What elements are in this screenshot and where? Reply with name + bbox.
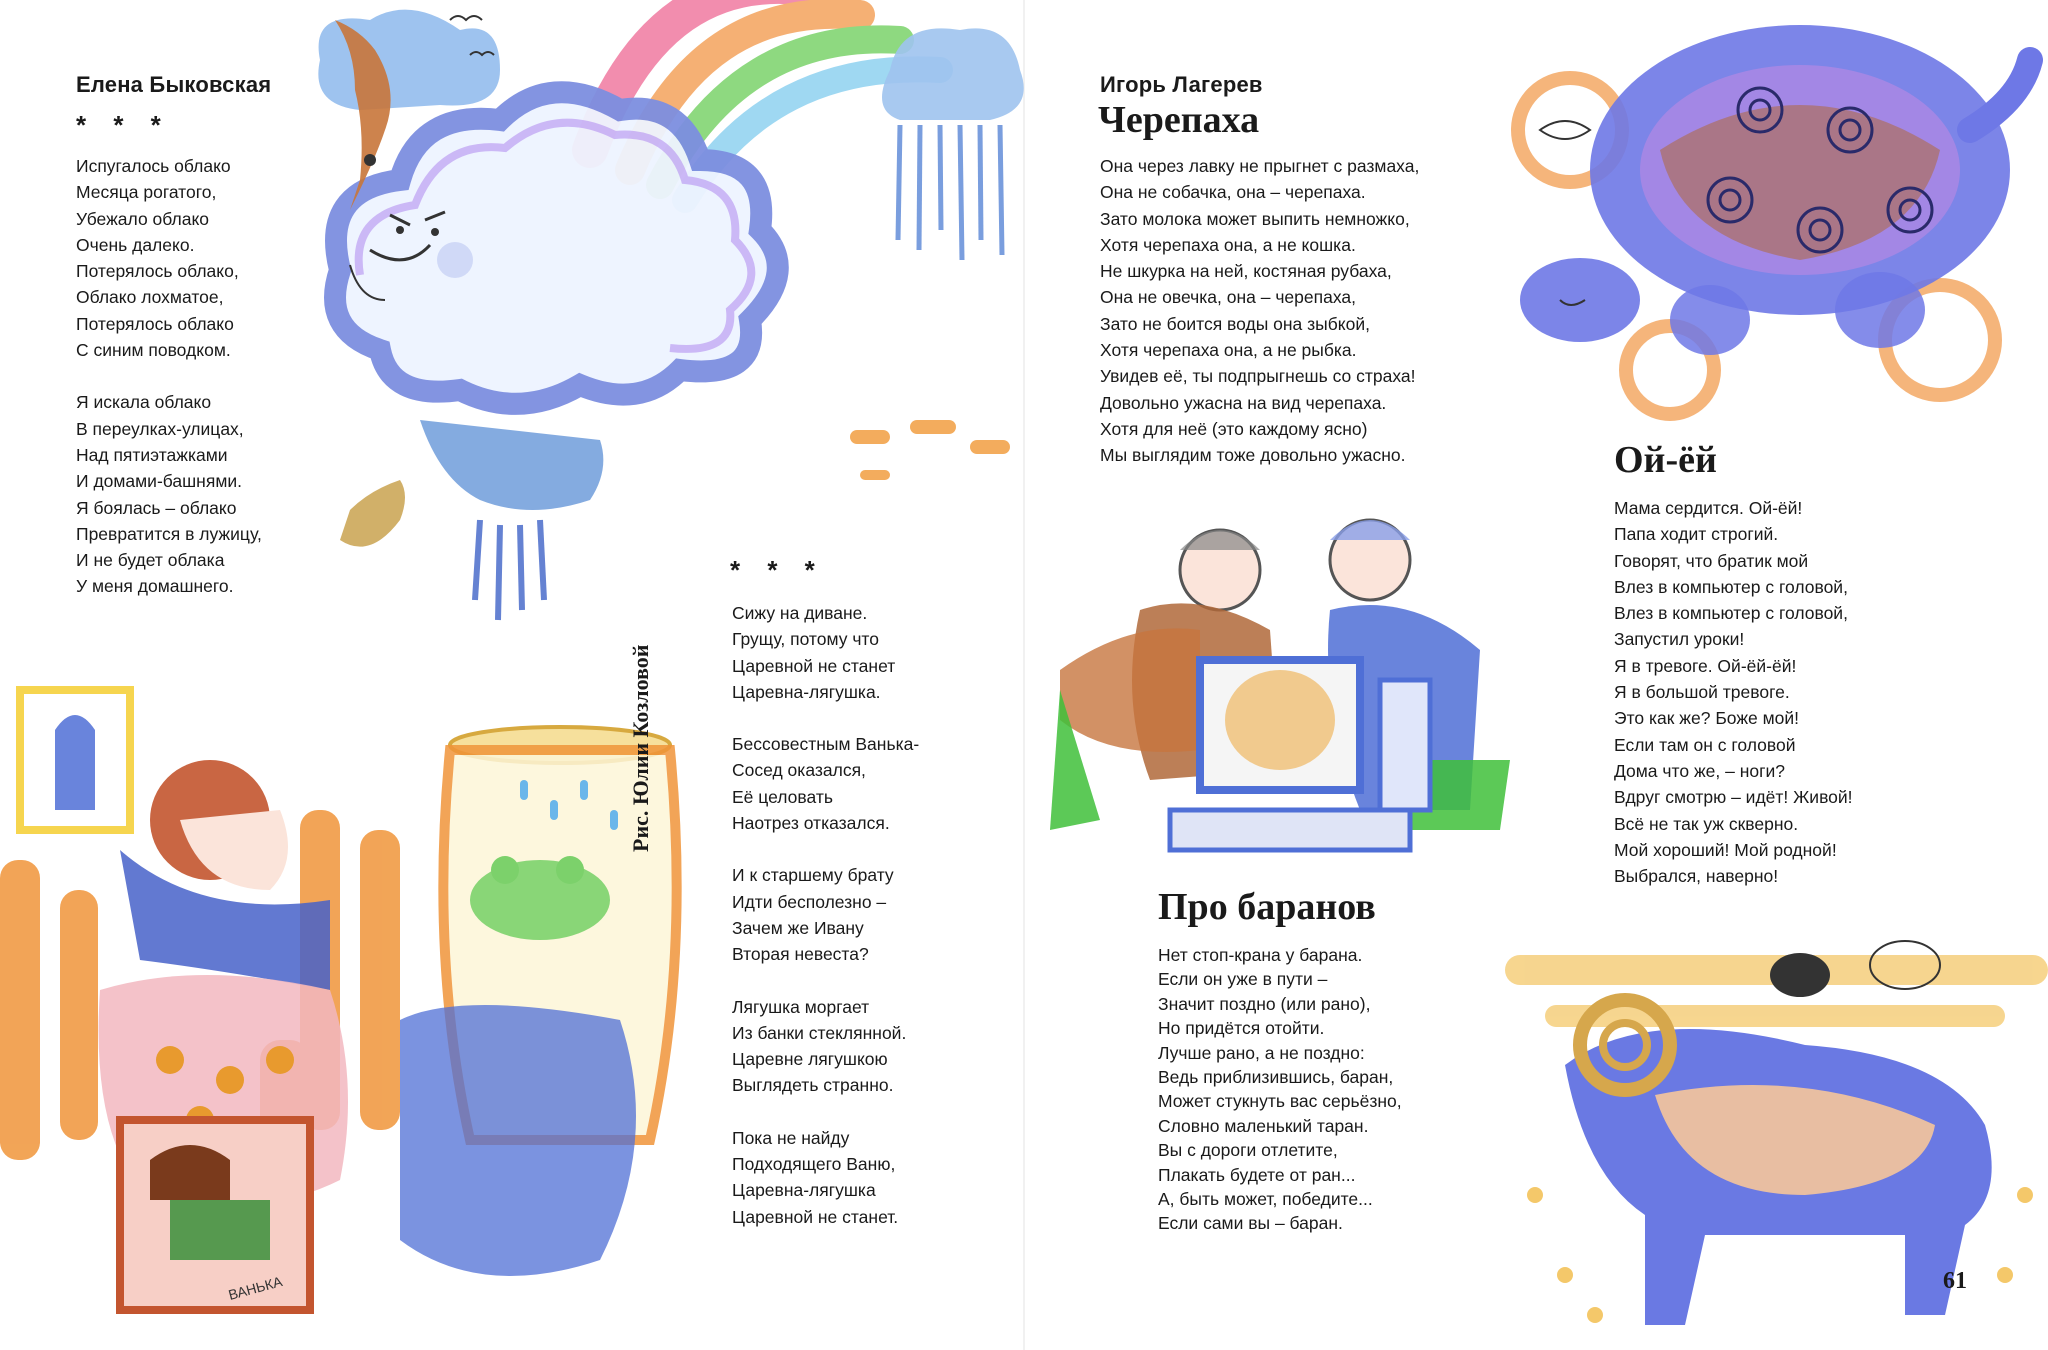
poem-line: Бессовестным Ванька-: [732, 734, 920, 755]
poem-line: Мы выглядим тоже довольно ужасно.: [1100, 445, 1406, 466]
poem-line: Запустил уроки!: [1614, 629, 1745, 650]
poem-line: Если он уже в пути –: [1158, 969, 1328, 990]
poem-line: Вы с дороги отлетите,: [1158, 1140, 1338, 1161]
poem-line: Не шкурка на ней, костяная рубаха,: [1100, 261, 1392, 282]
poem-line: У меня домашнего.: [76, 576, 234, 597]
poem-line: Вдруг смотрю – идёт! Живой!: [1614, 787, 1853, 808]
poem-line: Царевной не станет.: [732, 1206, 899, 1227]
poem-cloud: [76, 153, 262, 600]
poem-line: Царевне лягушкою: [732, 1049, 888, 1070]
poem-line: Дома что же, – ноги?: [1614, 760, 1785, 781]
poem-line: Зачем же Ивану: [732, 917, 864, 938]
poem-line: Зато не боится воды она зыбкой,: [1100, 313, 1370, 334]
girl-frog-illustration: [0, 660, 710, 1350]
poem-line: Выглядеть странно.: [732, 1075, 894, 1096]
cloud-rainbow-illustration: [300, 0, 1030, 640]
page-number: 61: [1943, 1268, 1967, 1294]
poem-line: Нет стоп-крана у барана.: [1158, 945, 1363, 965]
poem-line: Мой хороший! Мой родной!: [1614, 839, 1837, 860]
stars-separator-1: * * *: [76, 110, 171, 140]
poem-line: И не будет облака: [76, 550, 225, 571]
title-rams: Про баранов: [1158, 886, 1376, 928]
poem-line: Её целовать: [732, 786, 833, 807]
poem-line: Царевна-лягушка.: [732, 681, 881, 702]
poem-line: Влез в компьютер с головой,: [1614, 603, 1848, 624]
poem-line: Наотрез отказался.: [732, 813, 890, 834]
stars-separator-2: * * *: [730, 555, 825, 585]
poem-line: Может стукнуть вас серьёзно,: [1158, 1091, 1402, 1112]
poem-line: Испугалось облако: [76, 156, 231, 176]
stanza-gap: [732, 968, 919, 994]
poem-line: Грущу, потому что: [732, 629, 879, 650]
poem-line: Убежало облако: [76, 208, 210, 229]
poem-line: Вторая невеста?: [732, 944, 869, 965]
poem-line: Мама сердится. Ой-ёй!: [1614, 498, 1803, 518]
poem-turtle: [1100, 153, 1419, 469]
poem-line: Над пятиэтажками: [76, 444, 228, 465]
poem-line: А, быть может, победите...: [1158, 1189, 1373, 1210]
poem-line: Это как же? Боже мой!: [1614, 708, 1800, 729]
stanza-gap: [76, 363, 262, 389]
poem-line: Потерялось облако,: [76, 261, 239, 282]
poem-line: Она не собачка, она – черепаха.: [1100, 182, 1366, 203]
poem-oi: [1614, 495, 1853, 889]
poem-line: Очень далеко.: [76, 234, 195, 255]
poem-line: Словно маленький таран.: [1158, 1115, 1369, 1136]
poem-line: Если сами вы – баран.: [1158, 1213, 1343, 1234]
poem-line: Месяца рогатого,: [76, 182, 217, 203]
poem-line: Потерялось облако: [76, 313, 234, 334]
poem-line: В переулках-улицах,: [76, 418, 244, 439]
poem-line: Лучше рано, а не поздно:: [1158, 1042, 1365, 1063]
stanza-gap: [732, 836, 919, 862]
computer-illustration: [1030, 510, 1530, 875]
poem-line: Я искала облако: [76, 392, 212, 413]
poem-line: Если там он с головой: [1614, 734, 1796, 755]
poem-line: Но придётся отойти.: [1158, 1018, 1325, 1039]
poem-line: Идти бесполезно –: [732, 891, 887, 912]
poem-line: Зато молока может выпить немножко,: [1100, 208, 1410, 229]
turtle-illustration: [1500, 0, 2048, 440]
poem-line: Выбрался, наверно!: [1614, 866, 1779, 887]
poem-line: Говорят, что братик мой: [1614, 550, 1809, 571]
poem-rams: [1158, 943, 1402, 1236]
poem-line: Сижу на диване.: [732, 603, 868, 623]
poem-line: Сосед оказался,: [732, 760, 866, 781]
poem-line: Значит поздно (или рано),: [1158, 993, 1371, 1014]
poem-line: Увидев её, ты подпрыгнешь со страха!: [1100, 366, 1416, 387]
poem-frog: [732, 600, 919, 1230]
poem-line: Хотя черепаха она, а не рыбка.: [1100, 340, 1357, 361]
poem-line: Лягушка моргает: [732, 996, 870, 1017]
poem-line: Из банки стеклянной.: [732, 1022, 907, 1043]
stanza-gap: [732, 705, 919, 731]
poem-line: Подходящего Ваню,: [732, 1154, 896, 1175]
poem-line: Пока не найду: [732, 1127, 850, 1148]
stanza-gap: [732, 1099, 919, 1125]
poem-line: Папа ходит строгий.: [1614, 524, 1779, 545]
poem-line: Хотя для неё (это каждому ясно): [1100, 418, 1368, 439]
poem-line: И домами-башнями.: [76, 471, 242, 492]
poem-line: Я в тревоге. Ой-ёй-ёй!: [1614, 655, 1797, 676]
poem-line: И к старшему брату: [732, 865, 894, 886]
poem-line: Плакать будете от ран...: [1158, 1164, 1356, 1185]
poem-line: Облако лохматое,: [76, 287, 224, 308]
author-left: Елена Быковская: [76, 72, 272, 97]
poem-line: Я боялась – облако: [76, 497, 237, 518]
author-right: Игорь Лагерев: [1100, 72, 1263, 97]
poem-line: Влез в компьютер с головой,: [1614, 576, 1848, 597]
poem-line: Я в большой тревоге.: [1614, 682, 1790, 703]
poem-line: Превратится в лужицу,: [76, 523, 262, 544]
poem-line: Довольно ужасна на вид черепаха.: [1100, 392, 1387, 413]
poem-line: Хотя черепаха она, а не кошка.: [1100, 234, 1356, 255]
owl-illustration: [315, 10, 405, 210]
poem-line: Она через лавку не прыгнет с размаха,: [1100, 156, 1420, 176]
poem-line: С синим поводком.: [76, 340, 231, 361]
poem-line: Царевна-лягушка: [732, 1180, 876, 1201]
poem-line: Всё не так уж скверно.: [1614, 813, 1799, 834]
book-label: ВАНЬКА: [226, 1273, 284, 1303]
poem-line: Она не овечка, она – черепаха,: [1100, 287, 1356, 308]
illustration-credit: Рис. Юлии Козловой: [628, 644, 653, 852]
poem-line: Царевной не станет: [732, 655, 896, 676]
poem-line: Ведь приблизившись, баран,: [1158, 1067, 1394, 1088]
title-turtle: Черепаха: [1098, 99, 1260, 141]
title-oi: Ой-ёй: [1614, 439, 1717, 481]
